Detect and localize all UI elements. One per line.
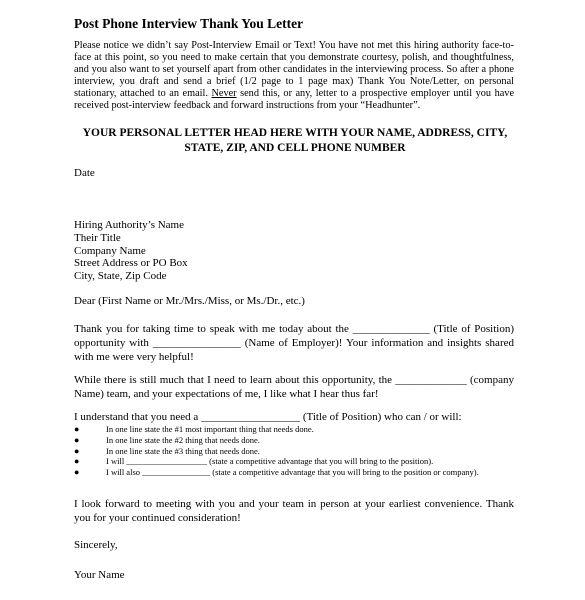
bullet-icon: ● xyxy=(74,456,80,467)
letterhead-line-1: YOUR PERSONAL LETTER HEAD HERE WITH YOUR NAME, ADDRESS, CITY, xyxy=(82,127,508,139)
document-title: Post Phone Interview Thank You Letter xyxy=(74,16,304,31)
body-paragraph-thanks: Thank you for taking time to speak with me today about the ______________ (Title of Position) opportunity with ________________ (Name of Employer)! Your information and insights shared with me were very helpful! xyxy=(74,323,514,363)
bullet-icon: ● xyxy=(74,445,80,456)
bullet-text: In one line state the #3 thing that needs done. xyxy=(106,445,260,456)
intro-text-part2: send this, or any, letter to a prospective employer until you have received post-interview feedback and forward instructions from your “Headhunter”. xyxy=(74,88,515,111)
body-paragraph-closing: I look forward to meeting with you and your team in person at your earliest convenience. Thank you for your continued consideration! xyxy=(74,498,514,524)
bullet-icon: ● xyxy=(74,424,80,434)
list-item xyxy=(74,467,514,478)
intro-paragraph xyxy=(74,40,514,112)
intro-never-emphasis: Never xyxy=(211,88,237,99)
list-item xyxy=(74,435,514,446)
body-paragraph-opportunity: While there is still much that I need to learn about this opportunity, the _____________ (company Name) team, and your expectations of me, I like what I hear thus far! xyxy=(74,374,514,400)
letterhead-placeholder xyxy=(60,126,530,156)
recipient-address xyxy=(74,219,188,283)
address-line: Hiring Authority’s Name xyxy=(74,219,184,231)
bullet-text: I will ___________________ (state a competitive advantage that you will bring to the position). xyxy=(106,456,434,467)
intro-text-part1: Please notice we didn’t say Post-Interview Email or Text! You have not met this hiring authority face-to-face at this point, so you need to make certain that you demonstrate courtesy, polish, and thoughtfulness, and you also want to set yourself apart from other candidates in the interviewing process. So after a phone interview, you draft and send a brief (1/2 page to 1 page max) Thank You Note/Letter, on personal stationary, attached to an email. xyxy=(74,40,514,99)
address-line: City, State, Zip Code xyxy=(74,270,167,283)
salutation: Dear (First Name or Mr./Mrs./Miss, or Ms./Dr., etc.) xyxy=(74,295,305,307)
address-line: Their Title xyxy=(74,231,121,244)
body-paragraph-needs: I understand that you need a __________________ (Title of Position) who can / or will: xyxy=(74,411,462,423)
bullet-icon: ● xyxy=(74,434,80,445)
address-line: Company Name xyxy=(74,244,146,257)
list-item xyxy=(74,456,514,467)
bullet-text: In one line state the #2 thing that needs done. xyxy=(106,434,260,445)
address-line: Street Address or PO Box xyxy=(74,257,188,270)
bullet-text: I will also ________________ (state a competitive advantage that you will bring to the position or company). xyxy=(106,467,479,478)
closing-line: Sincerely, xyxy=(74,539,118,551)
date-line: Date xyxy=(74,167,95,179)
list-item xyxy=(74,446,514,457)
bullet-text: In one line state the #1 most important thing that needs done. xyxy=(106,424,314,434)
list-item xyxy=(74,424,514,435)
signature-name: Your Name xyxy=(74,569,125,581)
needs-bullet-list xyxy=(74,424,514,478)
bullet-icon: ● xyxy=(74,467,80,478)
letterhead-line-2: STATE, ZIP, AND CELL PHONE NUMBER xyxy=(184,142,406,154)
